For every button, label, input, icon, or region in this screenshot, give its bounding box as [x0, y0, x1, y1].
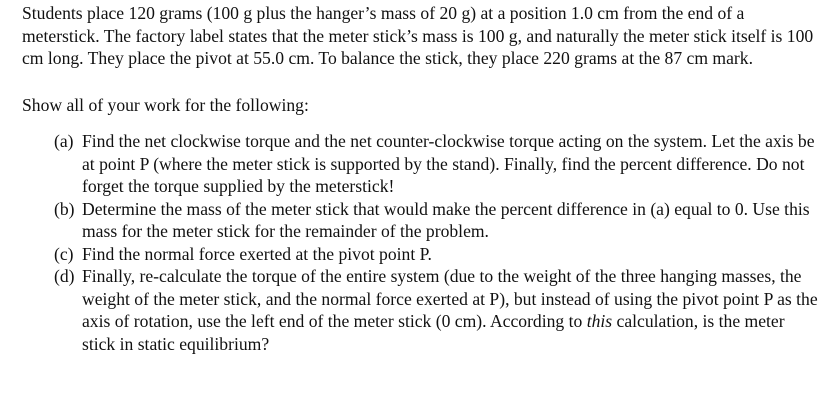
part-label-c: (c): [54, 243, 74, 264]
part-text-b: Determine the mass of the meter stick that would make the percent difference in (a) equal to 0. Use this mass for the meter stick for the remainder of the problem.: [82, 198, 810, 241]
question-parts: [22, 130, 822, 355]
part-text-d-before: Finally, re-calculate the torque of the entire system (due to the weight of the three hanging masses, the weight of the meter stick, and the normal force exerted at P), but instead of using the pivot point P as the axis of rotation, use the left end of the meter stick (0 cm). According to: [82, 266, 818, 331]
part-text-d: [82, 266, 818, 354]
part-text-d-after: calculation, is the meter stick in static equilibrium?: [82, 311, 785, 354]
question-part-d: [22, 265, 822, 355]
question-part-c: [22, 243, 822, 266]
part-label-d: (d): [54, 266, 75, 286]
work-instruction: Show all of your work for the following:: [22, 94, 309, 115]
question-part-a: [22, 130, 822, 198]
part-text-a: Find the net clockwise torque and the net counter-clockwise torque acting on the system. Let the axis be at point P (where the meter stick is supported by the stand). Finally, find the percent difference. Do not forget the torque supplied by the meterstick!: [82, 131, 815, 196]
part-label-b: (b): [54, 198, 75, 219]
problem-document: [22, 2, 822, 355]
part-text-d-emphasis: this: [586, 311, 613, 331]
problem-intro: Students place 120 grams (100 g plus the hanger’s mass of 20 g) at a position 1.0 cm from the end of a meterstick. The factory label states that the meter stick’s mass is 100 g, and naturally the meter stick itself is 100 cm long. They place the pivot at 55.0 cm. To balance the stick, they place 220 grams at the 87 cm mark.: [22, 3, 814, 68]
question-part-b: [22, 198, 822, 243]
part-label-a: (a): [54, 131, 74, 151]
part-text-c: Find the normal force exerted at the pivot point P.: [82, 243, 432, 264]
